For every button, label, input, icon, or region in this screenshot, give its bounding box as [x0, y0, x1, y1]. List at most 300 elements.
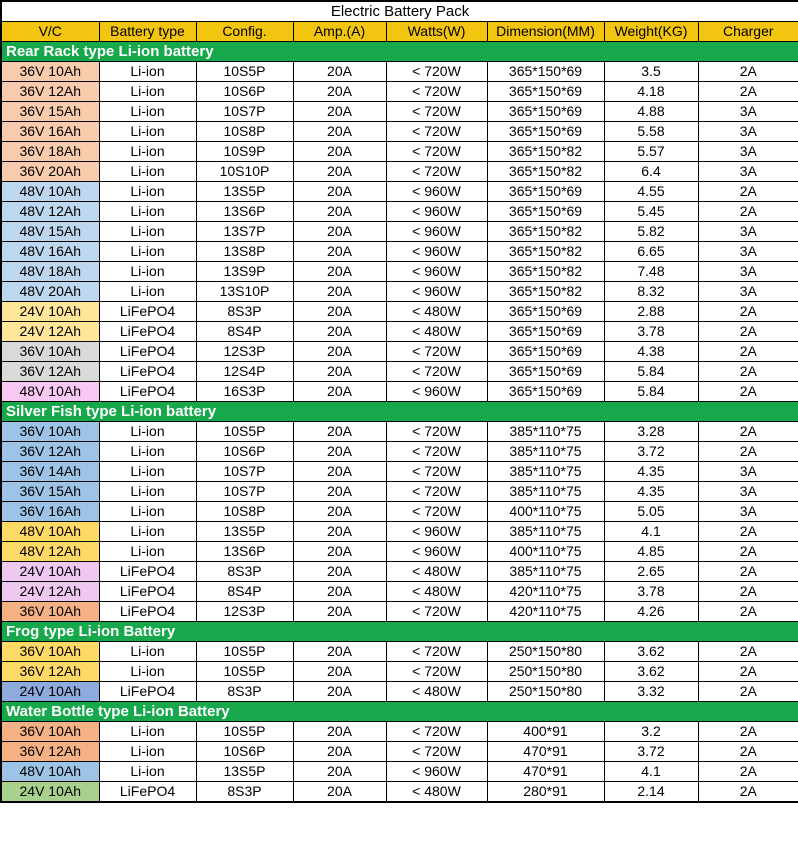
cell-battery-type: LiFePO4 [99, 382, 196, 402]
cell-weight: 6.65 [604, 242, 698, 262]
cell-watts: < 960W [386, 282, 487, 302]
cell-amp: 20A [293, 462, 386, 482]
cell-charger: 3A [698, 262, 798, 282]
cell-amp: 20A [293, 302, 386, 322]
cell-vc: 36V 16Ah [1, 122, 99, 142]
table-row [1, 102, 798, 122]
cell-config: 10S5P [196, 722, 293, 742]
section-row [1, 402, 798, 422]
cell-vc: 24V 12Ah [1, 582, 99, 602]
cell-config: 10S7P [196, 462, 293, 482]
cell-watts: < 480W [386, 582, 487, 602]
cell-weight: 3.78 [604, 582, 698, 602]
section-row [1, 622, 798, 642]
cell-amp: 20A [293, 502, 386, 522]
cell-dimension: 365*150*82 [487, 242, 604, 262]
cell-amp: 20A [293, 262, 386, 282]
cell-dimension: 365*150*69 [487, 62, 604, 82]
column-header-amp: Amp.(A) [293, 22, 386, 42]
cell-amp: 20A [293, 662, 386, 682]
cell-weight: 4.88 [604, 102, 698, 122]
cell-watts: < 480W [386, 782, 487, 803]
cell-vc: 24V 10Ah [1, 682, 99, 702]
cell-weight: 3.78 [604, 322, 698, 342]
cell-dimension: 365*150*82 [487, 262, 604, 282]
cell-charger: 2A [698, 382, 798, 402]
cell-weight: 4.55 [604, 182, 698, 202]
cell-dimension: 365*150*69 [487, 82, 604, 102]
cell-config: 12S3P [196, 602, 293, 622]
cell-watts: < 480W [386, 562, 487, 582]
cell-config: 10S6P [196, 742, 293, 762]
cell-weight: 2.88 [604, 302, 698, 322]
cell-battery-type: Li-ion [99, 542, 196, 562]
cell-vc: 48V 18Ah [1, 262, 99, 282]
table-row [1, 742, 798, 762]
cell-weight: 4.38 [604, 342, 698, 362]
cell-weight: 4.35 [604, 482, 698, 502]
cell-battery-type: Li-ion [99, 162, 196, 182]
cell-watts: < 720W [386, 82, 487, 102]
cell-weight: 3.62 [604, 642, 698, 662]
cell-watts: < 480W [386, 302, 487, 322]
column-header-weight: Weight(KG) [604, 22, 698, 42]
cell-vc: 48V 10Ah [1, 762, 99, 782]
cell-config: 8S4P [196, 582, 293, 602]
cell-watts: < 960W [386, 242, 487, 262]
cell-charger: 2A [698, 442, 798, 462]
table-row [1, 502, 798, 522]
cell-dimension: 365*150*82 [487, 222, 604, 242]
cell-vc: 48V 15Ah [1, 222, 99, 242]
cell-dimension: 365*150*82 [487, 142, 604, 162]
cell-amp: 20A [293, 142, 386, 162]
cell-amp: 20A [293, 242, 386, 262]
cell-weight: 3.28 [604, 422, 698, 442]
cell-battery-type: Li-ion [99, 762, 196, 782]
cell-dimension: 365*150*69 [487, 382, 604, 402]
cell-charger: 3A [698, 282, 798, 302]
cell-amp: 20A [293, 722, 386, 742]
cell-battery-type: Li-ion [99, 662, 196, 682]
cell-battery-type: Li-ion [99, 482, 196, 502]
table-row [1, 182, 798, 202]
cell-vc: 36V 15Ah [1, 102, 99, 122]
section-row [1, 42, 798, 62]
table-row [1, 602, 798, 622]
cell-config: 10S8P [196, 502, 293, 522]
cell-vc: 36V 10Ah [1, 342, 99, 362]
table-row [1, 722, 798, 742]
table-row [1, 542, 798, 562]
cell-battery-type: LiFePO4 [99, 582, 196, 602]
cell-watts: < 720W [386, 342, 487, 362]
section-header-0: Rear Rack type Li-ion battery [1, 42, 798, 62]
cell-vc: 36V 10Ah [1, 62, 99, 82]
cell-amp: 20A [293, 482, 386, 502]
cell-weight: 4.85 [604, 542, 698, 562]
cell-watts: < 720W [386, 142, 487, 162]
cell-config: 10S7P [196, 102, 293, 122]
cell-charger: 3A [698, 502, 798, 522]
cell-charger: 2A [698, 82, 798, 102]
cell-config: 10S5P [196, 642, 293, 662]
cell-charger: 3A [698, 222, 798, 242]
cell-charger: 2A [698, 722, 798, 742]
cell-charger: 3A [698, 142, 798, 162]
cell-dimension: 420*110*75 [487, 582, 604, 602]
cell-charger: 2A [698, 202, 798, 222]
cell-watts: < 720W [386, 502, 487, 522]
cell-battery-type: Li-ion [99, 142, 196, 162]
cell-dimension: 385*110*75 [487, 522, 604, 542]
cell-battery-type: LiFePO4 [99, 682, 196, 702]
cell-watts: < 480W [386, 322, 487, 342]
cell-watts: < 960W [386, 382, 487, 402]
cell-amp: 20A [293, 362, 386, 382]
cell-vc: 36V 14Ah [1, 462, 99, 482]
cell-amp: 20A [293, 762, 386, 782]
cell-watts: < 720W [386, 722, 487, 742]
cell-weight: 6.4 [604, 162, 698, 182]
cell-watts: < 960W [386, 262, 487, 282]
cell-battery-type: Li-ion [99, 522, 196, 542]
table-row [1, 382, 798, 402]
cell-dimension: 365*150*69 [487, 202, 604, 222]
cell-battery-type: Li-ion [99, 222, 196, 242]
cell-config: 12S3P [196, 342, 293, 362]
cell-vc: 36V 20Ah [1, 162, 99, 182]
cell-battery-type: Li-ion [99, 282, 196, 302]
cell-dimension: 385*110*75 [487, 462, 604, 482]
table-row [1, 522, 798, 542]
cell-battery-type: LiFePO4 [99, 362, 196, 382]
cell-config: 8S3P [196, 302, 293, 322]
table-row [1, 422, 798, 442]
cell-charger: 2A [698, 182, 798, 202]
cell-vc: 36V 10Ah [1, 602, 99, 622]
table-row [1, 442, 798, 462]
cell-charger: 2A [698, 762, 798, 782]
cell-watts: < 720W [386, 362, 487, 382]
section-header-3: Water Bottle type Li-ion Battery [1, 702, 798, 722]
cell-dimension: 365*150*69 [487, 342, 604, 362]
cell-weight: 2.65 [604, 562, 698, 582]
cell-dimension: 470*91 [487, 762, 604, 782]
cell-watts: < 720W [386, 602, 487, 622]
cell-charger: 3A [698, 162, 798, 182]
cell-watts: < 480W [386, 682, 487, 702]
cell-weight: 4.26 [604, 602, 698, 622]
cell-battery-type: Li-ion [99, 502, 196, 522]
cell-battery-type: LiFePO4 [99, 302, 196, 322]
cell-vc: 24V 10Ah [1, 302, 99, 322]
cell-dimension: 250*150*80 [487, 682, 604, 702]
cell-watts: < 720W [386, 62, 487, 82]
cell-dimension: 385*110*75 [487, 482, 604, 502]
table-row [1, 122, 798, 142]
cell-amp: 20A [293, 342, 386, 362]
cell-weight: 5.82 [604, 222, 698, 242]
table-row [1, 82, 798, 102]
cell-vc: 48V 12Ah [1, 202, 99, 222]
column-header-vc: V/C [1, 22, 99, 42]
table-row [1, 482, 798, 502]
section-header-1: Silver Fish type Li-ion battery [1, 402, 798, 422]
cell-dimension: 365*150*82 [487, 162, 604, 182]
cell-amp: 20A [293, 162, 386, 182]
cell-config: 13S8P [196, 242, 293, 262]
cell-dimension: 400*110*75 [487, 542, 604, 562]
cell-vc: 48V 20Ah [1, 282, 99, 302]
cell-config: 13S6P [196, 542, 293, 562]
cell-amp: 20A [293, 82, 386, 102]
cell-battery-type: Li-ion [99, 642, 196, 662]
cell-charger: 2A [698, 662, 798, 682]
cell-battery-type: Li-ion [99, 742, 196, 762]
cell-charger: 2A [698, 542, 798, 562]
cell-charger: 2A [698, 582, 798, 602]
table-row [1, 682, 798, 702]
cell-weight: 8.32 [604, 282, 698, 302]
cell-battery-type: Li-ion [99, 422, 196, 442]
cell-charger: 2A [698, 322, 798, 342]
cell-charger: 3A [698, 102, 798, 122]
cell-config: 10S5P [196, 62, 293, 82]
column-header-watts: Watts(W) [386, 22, 487, 42]
cell-config: 13S10P [196, 282, 293, 302]
cell-watts: < 720W [386, 422, 487, 442]
cell-dimension: 365*150*69 [487, 362, 604, 382]
title-row [1, 1, 798, 22]
cell-battery-type: LiFePO4 [99, 562, 196, 582]
cell-charger: 2A [698, 302, 798, 322]
cell-weight: 3.72 [604, 742, 698, 762]
page-title: Electric Battery Pack [1, 1, 798, 22]
cell-watts: < 960W [386, 182, 487, 202]
cell-amp: 20A [293, 102, 386, 122]
cell-amp: 20A [293, 582, 386, 602]
cell-config: 8S3P [196, 562, 293, 582]
cell-battery-type: Li-ion [99, 722, 196, 742]
cell-vc: 24V 10Ah [1, 782, 99, 803]
cell-watts: < 720W [386, 162, 487, 182]
cell-config: 10S8P [196, 122, 293, 142]
cell-config: 10S7P [196, 482, 293, 502]
column-header-battery-type: Battery type [99, 22, 196, 42]
cell-battery-type: LiFePO4 [99, 602, 196, 622]
cell-dimension: 250*150*80 [487, 662, 604, 682]
cell-battery-type: Li-ion [99, 262, 196, 282]
section-header-2: Frog type Li-ion Battery [1, 622, 798, 642]
cell-amp: 20A [293, 642, 386, 662]
cell-amp: 20A [293, 542, 386, 562]
cell-charger: 2A [698, 522, 798, 542]
cell-battery-type: Li-ion [99, 442, 196, 462]
cell-weight: 7.48 [604, 262, 698, 282]
cell-vc: 36V 10Ah [1, 422, 99, 442]
cell-watts: < 960W [386, 202, 487, 222]
table-row [1, 782, 798, 803]
cell-watts: < 720W [386, 642, 487, 662]
cell-weight: 3.72 [604, 442, 698, 462]
cell-dimension: 385*110*75 [487, 562, 604, 582]
cell-weight: 4.18 [604, 82, 698, 102]
cell-config: 13S9P [196, 262, 293, 282]
cell-charger: 3A [698, 462, 798, 482]
cell-dimension: 470*91 [487, 742, 604, 762]
cell-amp: 20A [293, 562, 386, 582]
cell-weight: 5.05 [604, 502, 698, 522]
table-row [1, 302, 798, 322]
cell-vc: 24V 10Ah [1, 562, 99, 582]
cell-vc: 36V 12Ah [1, 362, 99, 382]
table-row [1, 342, 798, 362]
cell-vc: 36V 18Ah [1, 142, 99, 162]
cell-config: 10S6P [196, 82, 293, 102]
cell-charger: 3A [698, 242, 798, 262]
cell-watts: < 720W [386, 462, 487, 482]
cell-weight: 4.1 [604, 522, 698, 542]
cell-battery-type: Li-ion [99, 462, 196, 482]
cell-watts: < 720W [386, 102, 487, 122]
cell-dimension: 400*91 [487, 722, 604, 742]
cell-dimension: 280*91 [487, 782, 604, 803]
cell-weight: 3.5 [604, 62, 698, 82]
cell-vc: 48V 12Ah [1, 542, 99, 562]
cell-charger: 2A [698, 362, 798, 382]
cell-watts: < 960W [386, 542, 487, 562]
table-row [1, 642, 798, 662]
cell-charger: 3A [698, 122, 798, 142]
cell-battery-type: LiFePO4 [99, 322, 196, 342]
cell-watts: < 720W [386, 442, 487, 462]
cell-amp: 20A [293, 282, 386, 302]
cell-weight: 2.14 [604, 782, 698, 803]
cell-weight: 5.45 [604, 202, 698, 222]
cell-amp: 20A [293, 202, 386, 222]
cell-watts: < 720W [386, 122, 487, 142]
cell-dimension: 400*110*75 [487, 502, 604, 522]
cell-dimension: 365*150*82 [487, 282, 604, 302]
cell-config: 8S3P [196, 682, 293, 702]
cell-charger: 2A [698, 642, 798, 662]
cell-weight: 4.35 [604, 462, 698, 482]
column-header-config: Config. [196, 22, 293, 42]
cell-vc: 36V 10Ah [1, 642, 99, 662]
table-row [1, 362, 798, 382]
table-row [1, 322, 798, 342]
table-row [1, 462, 798, 482]
table-row [1, 62, 798, 82]
cell-config: 13S5P [196, 182, 293, 202]
cell-weight: 3.32 [604, 682, 698, 702]
cell-amp: 20A [293, 422, 386, 442]
cell-config: 13S7P [196, 222, 293, 242]
cell-battery-type: LiFePO4 [99, 342, 196, 362]
cell-watts: < 960W [386, 522, 487, 542]
cell-weight: 5.84 [604, 382, 698, 402]
cell-amp: 20A [293, 62, 386, 82]
cell-battery-type: LiFePO4 [99, 782, 196, 803]
cell-battery-type: Li-ion [99, 182, 196, 202]
cell-config: 8S4P [196, 322, 293, 342]
cell-dimension: 365*150*69 [487, 122, 604, 142]
cell-watts: < 720W [386, 662, 487, 682]
table-row [1, 242, 798, 262]
cell-vc: 36V 12Ah [1, 742, 99, 762]
cell-config: 13S5P [196, 522, 293, 542]
cell-charger: 2A [698, 742, 798, 762]
cell-config: 10S6P [196, 442, 293, 462]
cell-dimension: 365*150*69 [487, 302, 604, 322]
cell-amp: 20A [293, 602, 386, 622]
cell-vc: 36V 15Ah [1, 482, 99, 502]
cell-config: 13S5P [196, 762, 293, 782]
cell-charger: 3A [698, 482, 798, 502]
cell-charger: 2A [698, 562, 798, 582]
column-header-row [1, 22, 798, 42]
cell-battery-type: Li-ion [99, 202, 196, 222]
cell-vc: 36V 12Ah [1, 662, 99, 682]
cell-battery-type: Li-ion [99, 82, 196, 102]
cell-amp: 20A [293, 682, 386, 702]
cell-vc: 48V 10Ah [1, 182, 99, 202]
cell-amp: 20A [293, 782, 386, 803]
cell-dimension: 420*110*75 [487, 602, 604, 622]
cell-charger: 2A [698, 342, 798, 362]
cell-watts: < 960W [386, 222, 487, 242]
cell-amp: 20A [293, 322, 386, 342]
cell-vc: 48V 10Ah [1, 522, 99, 542]
cell-config: 16S3P [196, 382, 293, 402]
cell-charger: 2A [698, 602, 798, 622]
table-row [1, 262, 798, 282]
cell-amp: 20A [293, 522, 386, 542]
cell-vc: 48V 10Ah [1, 382, 99, 402]
cell-vc: 36V 12Ah [1, 82, 99, 102]
cell-weight: 4.1 [604, 762, 698, 782]
table-row [1, 282, 798, 302]
table-row [1, 762, 798, 782]
column-header-charger: Charger [698, 22, 798, 42]
cell-charger: 2A [698, 62, 798, 82]
cell-battery-type: Li-ion [99, 242, 196, 262]
section-row [1, 702, 798, 722]
cell-amp: 20A [293, 122, 386, 142]
cell-dimension: 250*150*80 [487, 642, 604, 662]
table-row [1, 582, 798, 602]
table-row [1, 202, 798, 222]
cell-charger: 2A [698, 682, 798, 702]
cell-weight: 5.58 [604, 122, 698, 142]
cell-config: 13S6P [196, 202, 293, 222]
cell-vc: 36V 16Ah [1, 502, 99, 522]
cell-dimension: 365*150*69 [487, 102, 604, 122]
cell-battery-type: Li-ion [99, 62, 196, 82]
cell-vc: 36V 10Ah [1, 722, 99, 742]
cell-dimension: 385*110*75 [487, 422, 604, 442]
cell-weight: 3.2 [604, 722, 698, 742]
cell-charger: 2A [698, 782, 798, 803]
cell-weight: 5.84 [604, 362, 698, 382]
cell-weight: 5.57 [604, 142, 698, 162]
cell-dimension: 365*150*69 [487, 182, 604, 202]
cell-vc: 48V 16Ah [1, 242, 99, 262]
table-row [1, 142, 798, 162]
table-row [1, 662, 798, 682]
cell-config: 10S9P [196, 142, 293, 162]
